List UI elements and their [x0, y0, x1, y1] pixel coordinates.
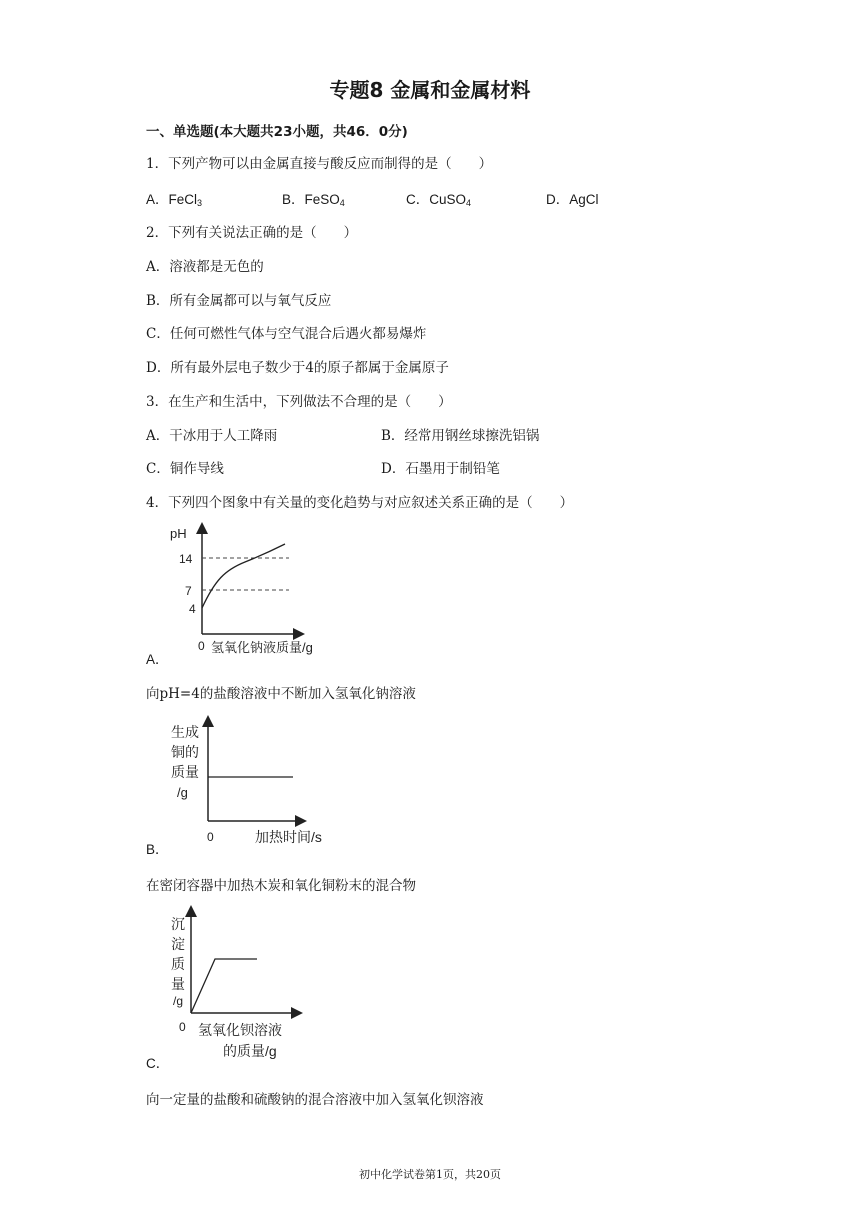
- q1-option-c: C．CuSO$_4$: [406, 192, 472, 208]
- graph-a-ylabel: pH: [170, 526, 187, 541]
- graph-c-line: [191, 959, 257, 1013]
- graph-b-origin: 0: [207, 830, 214, 844]
- graph-b-ylabel-2: 铜的: [171, 744, 199, 760]
- graph-b-ylabel-4: /g: [177, 785, 188, 800]
- graph-c-origin: 0: [179, 1020, 186, 1034]
- q2-option-a: A．溶液都是无色的: [146, 259, 264, 275]
- graph-a: [165, 520, 345, 660]
- q1-option-d: D．AgCl: [546, 192, 599, 207]
- q3-option-b: B．经常用钢丝球擦洗铝锅: [381, 428, 540, 444]
- q2-stem: 2．下列有关说法正确的是（ ）: [146, 225, 358, 241]
- graph-b-description: 在密闭容器中加热木炭和氧化铜粉末的混合物: [146, 878, 416, 894]
- graph-a-letter: A．: [146, 652, 169, 667]
- graph-a-curve: [202, 544, 285, 608]
- graph-a-tick-14: 14: [179, 552, 193, 566]
- q3-option-a: A．干冰用于人工降雨: [146, 428, 278, 444]
- graph-c: [165, 905, 345, 1065]
- q4-stem: 4．下列四个图象中有关量的变化趋势与对应叙述关系正确的是（ ）: [146, 495, 574, 511]
- graph-a-tick-7: 7: [185, 584, 192, 598]
- graph-c-description: 向一定量的盐酸和硫酸钠的混合溶液中加入氢氧化钡溶液: [146, 1092, 484, 1108]
- page-footer: 初中化学试卷第1页，共20页: [359, 1168, 501, 1181]
- graph-c-xlabel-2: 的质量/g: [223, 1043, 277, 1059]
- q1-stem: 1．下列产物可以由金属直接与酸反应而制得的是（ ）: [146, 156, 493, 172]
- graph-b-xlabel: 加热时间/s: [255, 829, 322, 845]
- graph-c-ylabel-4: 量: [171, 976, 185, 992]
- graph-c-ylabel-1: 沉: [171, 916, 185, 932]
- q2-option-b: B．所有金属都可以与氧气反应: [146, 293, 332, 309]
- graph-b-letter: B．: [146, 842, 169, 857]
- q3-option-d: D．石墨用于制铅笔: [381, 461, 500, 477]
- graph-a-description: 向pH=4的盐酸溶液中不断加入氢氧化钠溶液: [146, 686, 416, 702]
- graph-c-xlabel-1: 氢氧化钡溶液: [198, 1022, 282, 1038]
- q2-option-d: D．所有最外层电子数少于4的原子都属于金属原子: [146, 360, 449, 376]
- q1-option-a: A．FeCl$_3$: [146, 192, 203, 208]
- graph-c-ylabel-3: 质: [171, 956, 185, 972]
- graph-c-ylabel-2: 淀: [171, 936, 185, 952]
- q2-option-c: C．任何可燃性气体与空气混合后遇火都易爆炸: [146, 326, 427, 342]
- q3-option-c: C．铜作导线: [146, 461, 224, 477]
- q1-option-b: B．FeSO$_4$: [282, 192, 345, 208]
- page-title: 专题8 金属和金属材料: [329, 78, 531, 102]
- graph-a-xlabel: 氢氧化钠液质量/g: [211, 640, 313, 655]
- graph-a-origin: 0: [198, 639, 205, 653]
- graph-b-ylabel-1: 生成: [171, 724, 199, 740]
- graph-a-tick-4: 4: [189, 602, 196, 616]
- graph-b-ylabel-3: 质量: [171, 764, 199, 780]
- section-heading: 一、单选题(本大题共23小题，共46．0分): [146, 124, 408, 140]
- q3-stem: 3．在生产和生活中，下列做法不合理的是（ ）: [146, 394, 452, 410]
- graph-c-letter: C．: [146, 1056, 170, 1071]
- graph-c-ylabel-5: /g: [173, 994, 184, 1008]
- graph-b: [165, 715, 345, 855]
